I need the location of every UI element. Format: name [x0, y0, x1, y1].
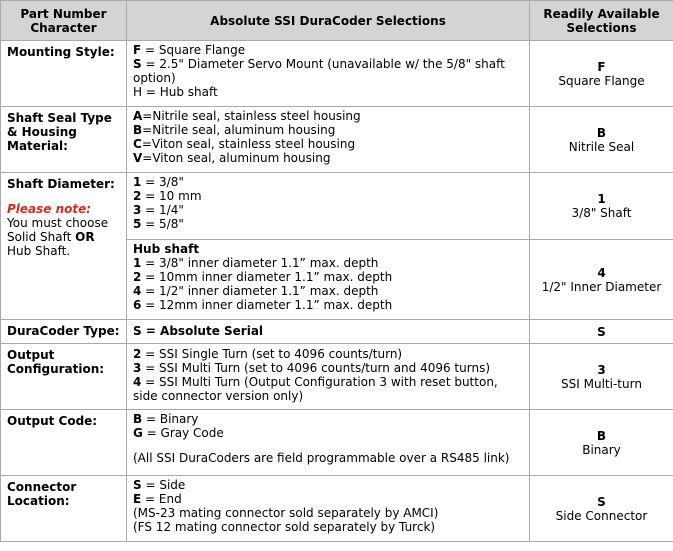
- options-mounting-style: F = Square Flange S = 2.5" Diameter Servo Mount (unavailable w/ the 5/8" shaft option) H = Hub shaft: [127, 41, 530, 107]
- options-connector-location: S = Side E = End (MS-23 mating connector sold separately by AMCI) (FS 12 mating connector sold separately by Turck): [127, 476, 530, 542]
- header-available: Readily Available Selections: [530, 1, 673, 41]
- row-output-configuration: [1, 344, 673, 410]
- row-output-code: [1, 410, 673, 476]
- available-shaft-hub: 4 1/2" Inner Diameter: [530, 240, 673, 320]
- please-note-label: Please note:: [7, 202, 92, 216]
- row-shaft-diameter-solid: [1, 173, 673, 240]
- available-output-configuration: 3 SSI Multi-turn: [530, 344, 673, 410]
- available-shaft-solid: 1 3/8" Shaft: [530, 173, 673, 240]
- header-row: [1, 1, 673, 41]
- available-duracoder-type: S: [530, 320, 673, 344]
- header-part-number: Part Number Character: [1, 1, 127, 41]
- label-duracoder-type: DuraCoder Type:: [1, 320, 127, 344]
- label-mounting-style: Mounting Style:: [1, 41, 127, 107]
- label-output-configuration: Output Configuration:: [1, 344, 127, 410]
- header-selections: Absolute SSI DuraCoder Selections: [127, 1, 530, 41]
- label-shaft-seal: Shaft Seal Type & Housing Material:: [1, 107, 127, 173]
- options-duracoder-type: S = Absolute Serial: [127, 320, 530, 344]
- available-shaft-seal: B Nitrile Seal: [530, 107, 673, 173]
- row-connector-location: [1, 476, 673, 542]
- options-output-configuration: 2 = SSI Single Turn (set to 4096 counts/turn) 3 = SSI Multi Turn (set to 4096 counts/turn and 4096 turns) 4 = SSI Multi Turn (Output Configuration 3 with reset button, side connector version only): [127, 344, 530, 410]
- available-output-code: B Binary: [530, 410, 673, 476]
- row-duracoder-type: [1, 320, 673, 344]
- row-mounting-style: [1, 41, 673, 107]
- options-shaft-seal: A=Nitrile seal, stainless steel housing B=Nitrile seal, aluminum housing C=Viton seal, stainless steel housing V=Viton seal, aluminum housing: [127, 107, 530, 173]
- row-shaft-seal: [1, 107, 673, 173]
- label-output-code: Output Code:: [1, 410, 127, 476]
- available-connector-location: S Side Connector: [530, 476, 673, 542]
- label-shaft-diameter: Shaft Diameter: Please note: You must choose Solid Shaft OR Hub Shaft.: [1, 173, 127, 320]
- available-mounting-style: F Square Flange: [530, 41, 673, 107]
- options-output-code: B = Binary G = Gray Code (All SSI DuraCoders are field programmable over a RS485 link): [127, 410, 530, 476]
- options-shaft-solid: 1 = 3/8" 2 = 10 mm 3 = 1/4" 5 = 5/8": [127, 173, 530, 240]
- options-shaft-hub: Hub shaft 1 = 3/8" inner diameter 1.1” max. depth 2 = 10mm inner diameter 1.1” max. depth 4 = 1/2" inner diameter 1.1” max. depth 6 = 12mm inner diameter 1.1” max. depth: [127, 240, 530, 320]
- label-connector-location: Connector Location:: [1, 476, 127, 542]
